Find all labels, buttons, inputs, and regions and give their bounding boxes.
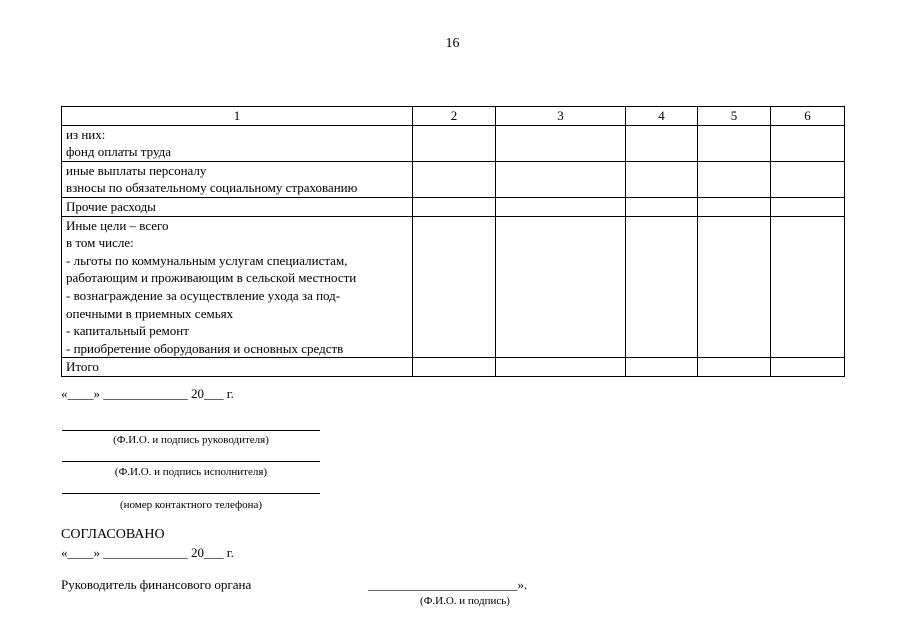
table-row — [62, 358, 845, 377]
empty-value-cell — [698, 358, 771, 377]
empty-value-cell — [496, 161, 626, 197]
table-row — [62, 216, 845, 358]
phone-line — [62, 493, 320, 494]
empty-value-cell — [771, 358, 845, 377]
empty-value-cell — [626, 197, 698, 216]
table-row — [62, 197, 845, 216]
executor-signature-caption: (Ф.И.О. и подпись исполнителя) — [114, 466, 268, 478]
column-header: 3 — [496, 107, 626, 126]
row-label-line: взносы по обязательному социальному страхованию — [66, 180, 358, 196]
empty-value-cell — [496, 358, 626, 377]
row-label-cell — [62, 216, 413, 358]
head-signature-line — [62, 430, 320, 431]
empty-value-cell — [771, 161, 845, 197]
row-label-line: Прочие расходы — [66, 198, 156, 214]
finance-head-signature-caption: (Ф.И.О. и подпись) — [420, 595, 510, 607]
empty-value-cell — [698, 197, 771, 216]
empty-value-cell — [771, 125, 845, 161]
empty-value-cell — [413, 125, 496, 161]
empty-value-cell — [496, 197, 626, 216]
row-label-line: - вознаграждение за осуществление ухода за под- — [66, 287, 341, 303]
page-number: 16 — [445, 36, 460, 51]
row-label-line: - приобретение оборудования и основных средств — [66, 340, 344, 356]
row-label-line: опечными в приемных семьях — [66, 305, 234, 321]
row-label-line: Итого — [66, 359, 99, 375]
approval-date-line: «____» _____________ 20___ г. — [61, 545, 234, 560]
empty-value-cell — [626, 161, 698, 197]
phone-caption: (номер контактного телефона) — [119, 499, 263, 511]
empty-value-cell — [698, 216, 771, 358]
row-label-line: работающим и проживающим в сельской местности — [66, 270, 357, 286]
finance-head-label: Руководитель финансового органа — [61, 577, 252, 592]
row-label-cell — [62, 125, 413, 161]
row-label-line: иные выплаты персоналу — [66, 162, 207, 178]
empty-value-cell — [413, 161, 496, 197]
executor-signature-line — [62, 461, 320, 462]
head-signature-caption: (Ф.И.О. и подпись руководителя) — [113, 434, 269, 446]
table-row — [62, 125, 845, 161]
empty-value-cell — [413, 197, 496, 216]
row-label-line: - капитальный ремонт — [66, 323, 189, 339]
empty-value-cell — [496, 216, 626, 358]
row-label-line: - льготы по коммунальным услугам специалистам, — [66, 252, 348, 268]
report-date-line: «____» _____________ 20___ г. — [61, 386, 234, 401]
empty-value-cell — [626, 358, 698, 377]
empty-value-cell — [413, 358, 496, 377]
row-label-line: Иные цели – всего — [66, 217, 169, 233]
empty-value-cell — [626, 216, 698, 358]
empty-value-cell — [771, 197, 845, 216]
column-header: 5 — [698, 107, 771, 126]
row-label-cell — [62, 161, 413, 197]
approval-title: СОГЛАСОВАНО — [61, 527, 165, 542]
column-header: 2 — [413, 107, 496, 126]
empty-value-cell — [771, 216, 845, 358]
column-header: 1 — [62, 107, 413, 126]
empty-value-cell — [698, 125, 771, 161]
table-row — [62, 161, 845, 197]
row-label-line: из них: — [66, 126, 106, 142]
report-table — [61, 106, 845, 377]
column-header: 6 — [771, 107, 845, 126]
table-header-row — [62, 107, 845, 126]
column-header: 4 — [626, 107, 698, 126]
row-label-cell — [62, 358, 413, 377]
row-label-line: в том числе: — [66, 235, 134, 251]
empty-value-cell — [413, 216, 496, 358]
row-label-cell — [62, 197, 413, 216]
empty-value-cell — [698, 161, 771, 197]
empty-value-cell — [626, 125, 698, 161]
row-label-line: фонд оплаты труда — [66, 144, 172, 160]
empty-value-cell — [496, 125, 626, 161]
finance-head-signature-blank: _______________________». — [368, 577, 528, 592]
